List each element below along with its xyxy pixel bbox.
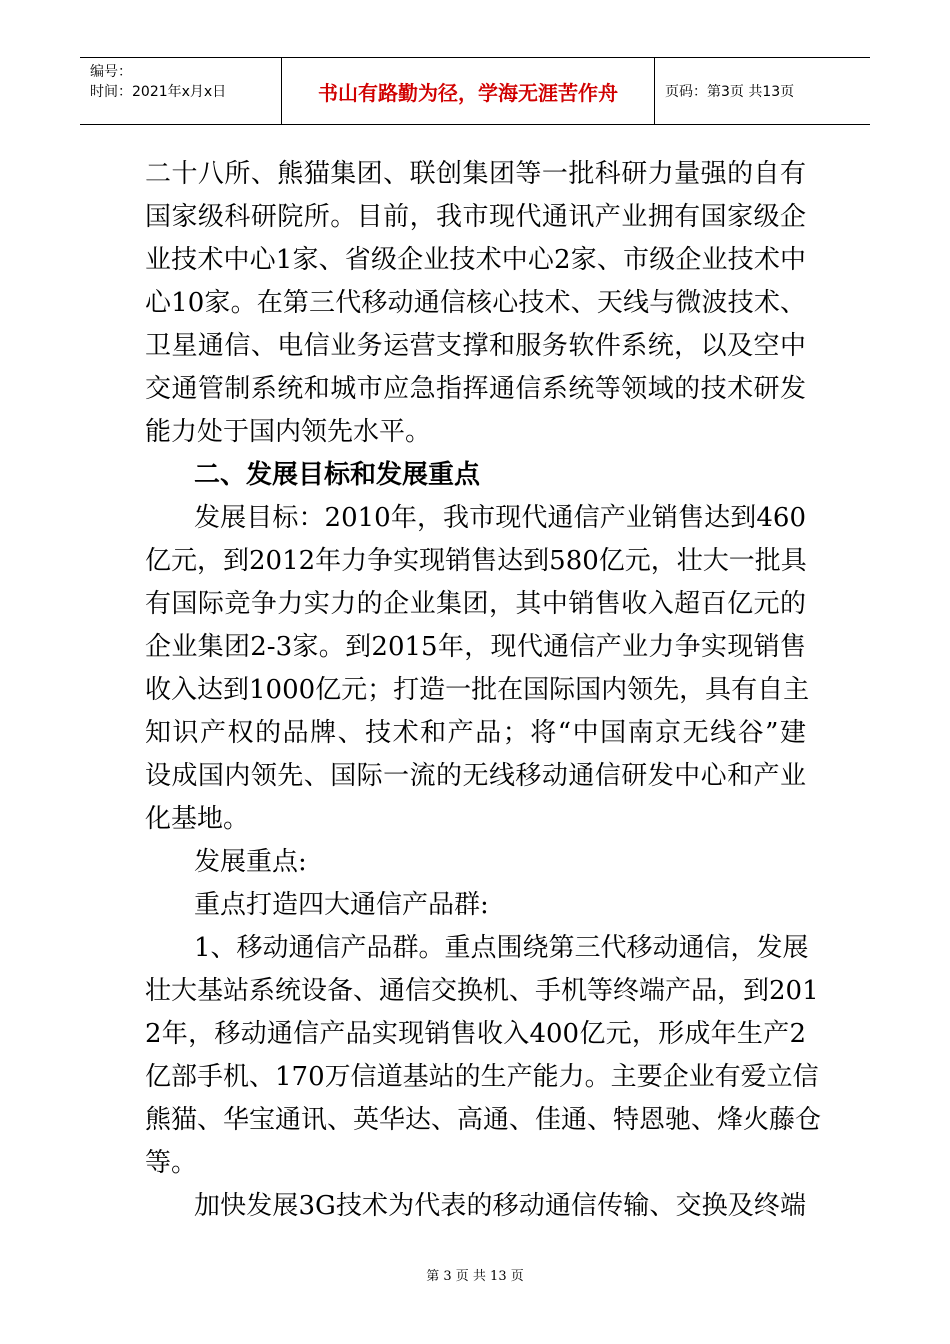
header-motto: 书山有路勤为径，学海无涯苦作舟 (318, 80, 618, 105)
body-line: 有国际竞争力实力的企业集团，其中销售收入超百亿元的 (145, 589, 806, 619)
header-page-number: 页码：第3页 共13页 (665, 84, 795, 100)
body-line: 收入达到1000亿元；打造一批在国际国内领先，具有自主 (145, 675, 810, 705)
document-number-label: 编号： (90, 64, 132, 80)
body-line: 亿部手机、170万信道基站的生产能力。主要企业有爱立信 (145, 1062, 819, 1092)
header-meta (90, 62, 226, 102)
body-line: 壮大基站系统设备、通信交换机、手机等终端产品，到201 (145, 976, 819, 1006)
section-heading: 二、发展目标和发展重点 (194, 460, 481, 490)
page-header (80, 57, 870, 125)
body-line: 化基地。 (145, 804, 250, 834)
body-line: 亿元，到2012年力争实现销售达到580亿元，壮大一批具 (145, 546, 807, 576)
body-line: 等。 (145, 1148, 198, 1178)
body-line: 熊猫、华宝通讯、英华达、高通、佳通、特恩驰、烽火藤仓 (145, 1105, 822, 1135)
body-line: 2年，移动通信产品实现销售收入400亿元，形成年生产2 (145, 1019, 806, 1049)
body-line: 能力处于国内领先水平。 (145, 417, 432, 447)
page-footer: 第 3 页 共 13 页 (426, 1269, 524, 1284)
body-line: 加快发展3G技术为代表的移动通信传输、交换及终端 (194, 1191, 806, 1221)
body-line: 1、移动通信产品群。重点围绕第三代移动通信，发展 (194, 933, 809, 963)
body-line: 设成国内领先、国际一流的无线移动通信研发中心和产业 (145, 761, 806, 791)
body-line: 发展重点: (194, 847, 307, 877)
body-line: 发展目标：2010年，我市现代通信产业销售达到460 (194, 503, 806, 533)
body-line: 卫星通信、电信业务运营支撑和服务软件系统，以及空中 (145, 331, 806, 361)
body-line: 企业集团2-3家。到2015年，现代通信产业力争实现销售 (145, 632, 806, 662)
body-line: 国家级科研院所。目前，我市现代通讯产业拥有国家级企 (145, 202, 806, 232)
document-time-label: 时间：2021年x月x日 (90, 84, 227, 100)
body-line: 交通管制系统和城市应急指挥通信系统等领域的技术研发 (145, 374, 806, 404)
body-line: 重点打造四大通信产品群: (194, 890, 489, 920)
header-divider (654, 58, 655, 124)
body-line: 知识产权的品牌、技术和产品；将“中国南京无线谷”建 (145, 718, 806, 748)
body-line: 二十八所、熊猫集团、联创集团等一批科研力量强的自有 (145, 159, 806, 189)
body-line: 心10家。在第三代移动通信核心技术、天线与微波技术、 (145, 288, 806, 318)
body-line: 业技术中心1家、省级企业技术中心2家、市级企业技术中 (145, 245, 806, 275)
